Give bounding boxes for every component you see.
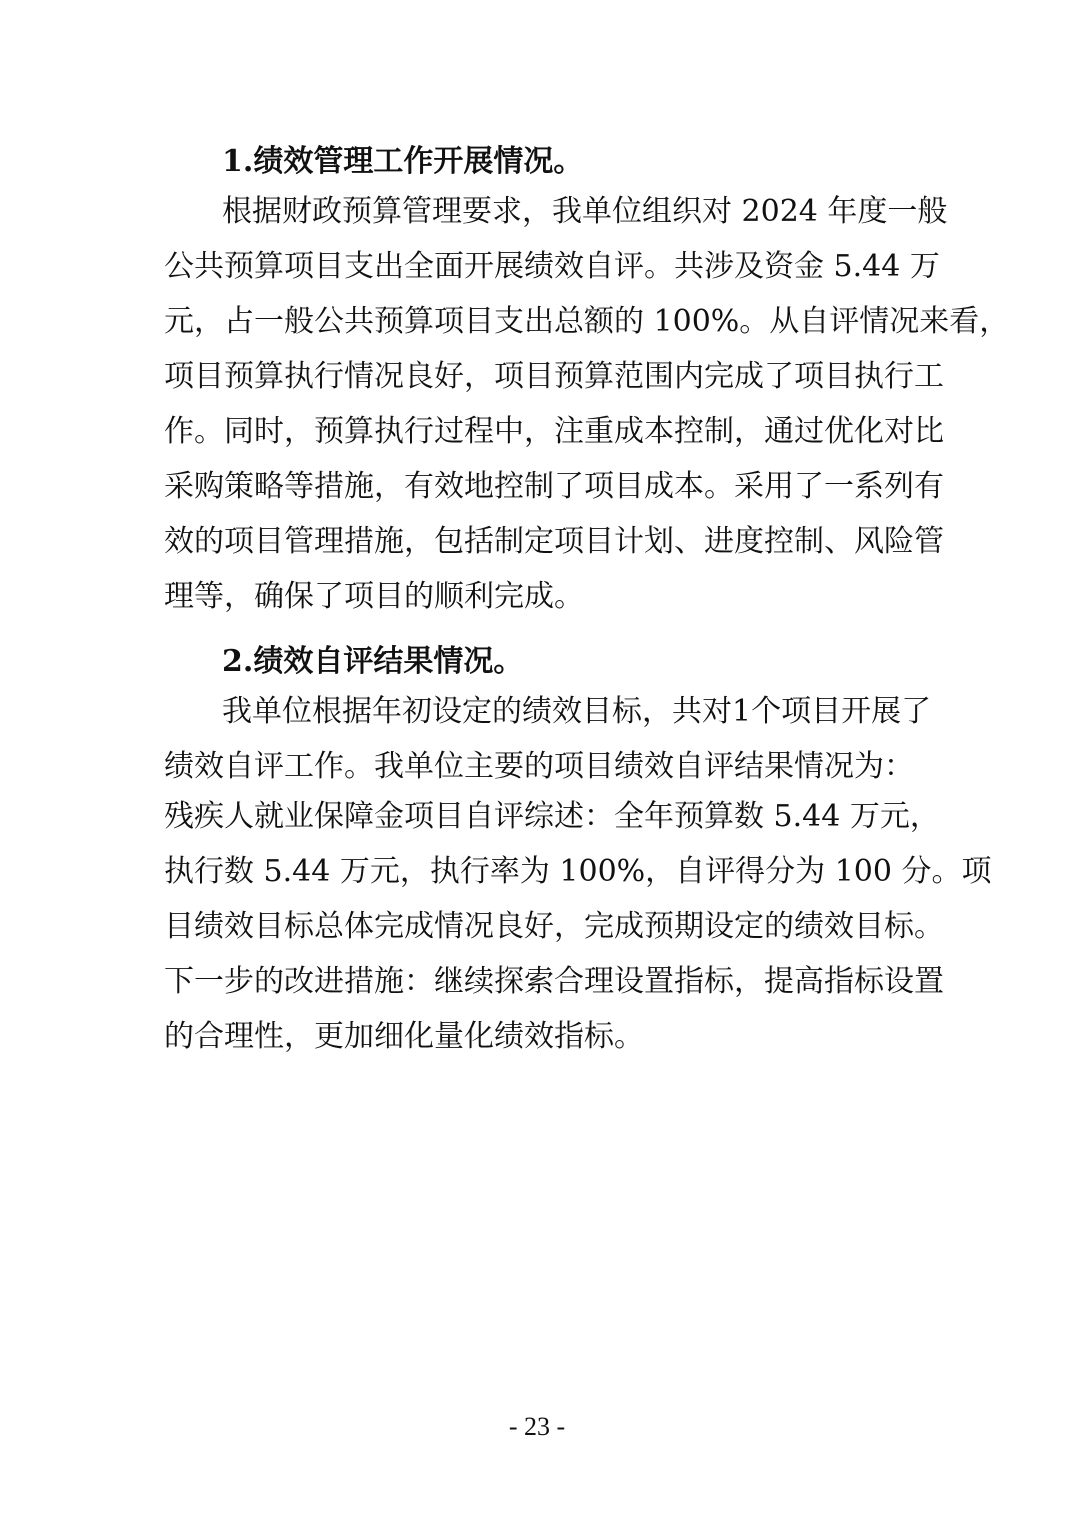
paragraph-line: 采购策略等措施，有效地控制了项目成本。采用了一系列有 xyxy=(164,469,944,504)
paragraph-line: 作。同时，预算执行过程中，注重成本控制，通过优化对比 xyxy=(164,414,944,449)
page-number: - 23 - xyxy=(508,1412,566,1441)
section-1-heading: 1.绩效管理工作开展情况。 xyxy=(222,144,584,179)
paragraph-line: 理等，确保了项目的顺利完成。 xyxy=(164,579,584,614)
paragraph-line: 残疾人就业保障金项目自评综述：全年预算数 5.44 万元， xyxy=(164,799,940,834)
paragraph-line: 效的项目管理措施，包括制定项目计划、进度控制、风险管 xyxy=(164,524,944,559)
paragraph-line: 根据财政预算管理要求，我单位组织对 2024 年度一般 xyxy=(222,194,948,229)
paragraph-line: 目绩效目标总体完成情况良好，完成预期设定的绩效目标。 xyxy=(164,909,944,944)
paragraph-line: 项目预算执行情况良好，项目预算范围内完成了项目执行工 xyxy=(164,359,944,394)
section-2-heading: 2.绩效自评结果情况。 xyxy=(222,644,524,679)
paragraph-line: 下一步的改进措施：继续探索合理设置指标，提高指标设置 xyxy=(164,964,944,999)
paragraph-line: 公共预算项目支出全面开展绩效自评。共涉及资金 5.44 万 xyxy=(164,249,940,284)
paragraph-line: 绩效自评工作。我单位主要的项目绩效自评结果情况为： xyxy=(164,749,914,784)
paragraph-line: 我单位根据年初设定的绩效目标，共对1个项目开展了 xyxy=(222,694,932,729)
paragraph-line: 的合理性，更加细化量化绩效指标。 xyxy=(164,1019,644,1054)
paragraph-line: 元，占一般公共预算项目支出总额的 100%。从自评情况来看， xyxy=(164,304,1010,339)
paragraph-line: 执行数 5.44 万元，执行率为 100%，自评得分为 100 分。项 xyxy=(164,854,992,889)
